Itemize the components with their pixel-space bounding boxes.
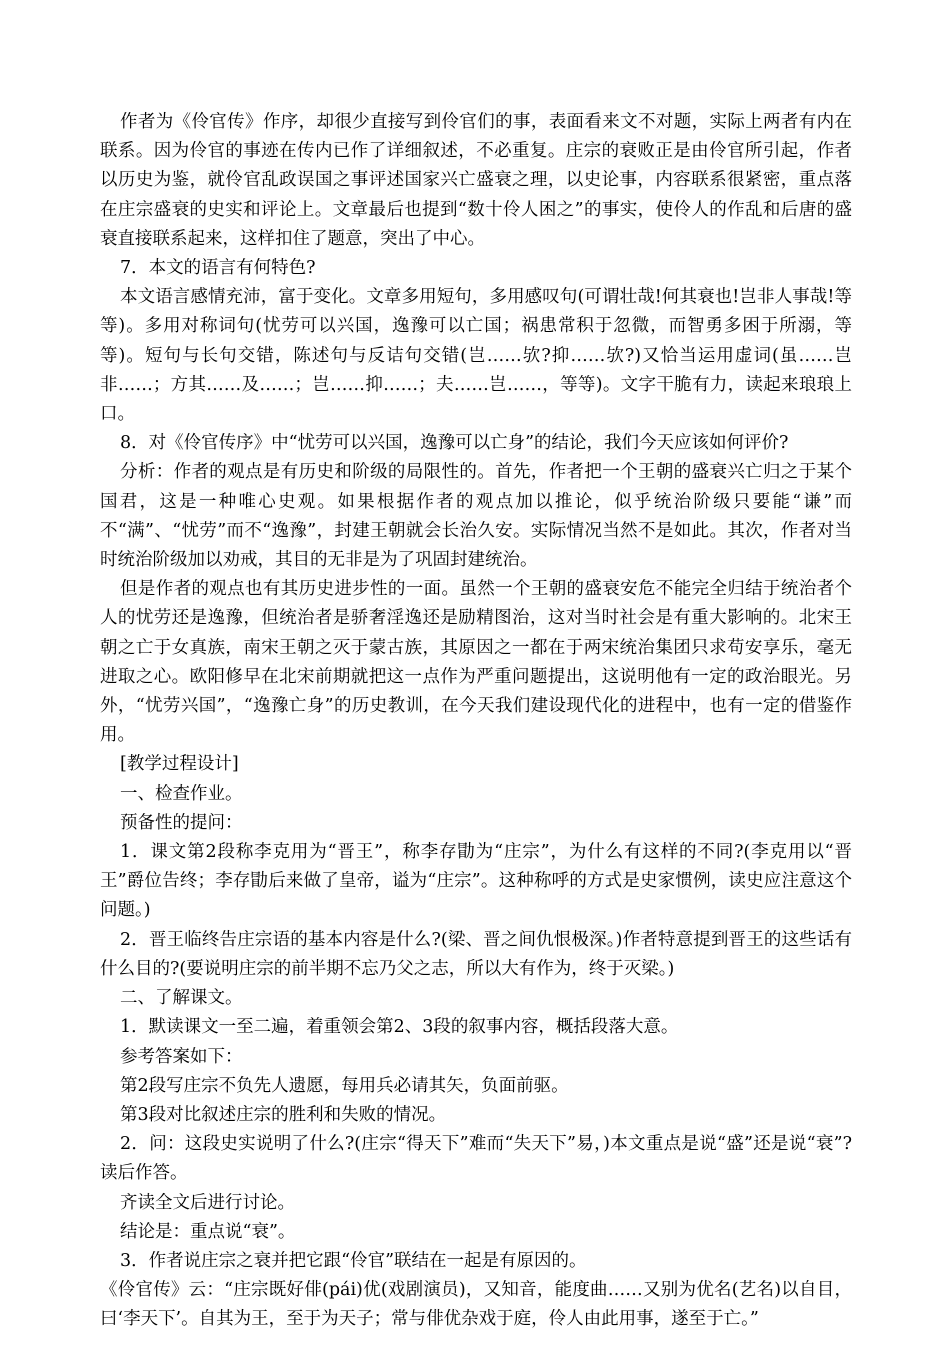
paragraph-3-summary: 第3段对比叙述庄宗的胜利和失败的情况。 [120,1104,447,1125]
task-2-question: 2．问：这段史实说明了什么?(庄宗“得天下”难而“失天下”易，)本文重点是说“盛”还是说“衰”?读后作答。 [100,1134,852,1184]
group-reading-discussion: 齐读全文后进行讨论。 [120,1192,295,1213]
step-1-check-homework: 一、检查作业。 [120,783,243,804]
paragraph-preface-analysis: 作者为《伶官传》作序，却很少直接写到伶官们的事，表面看来文不对题，实际上两者有内在联系。因为伶官的事迹在传内已作了详细叙述，不必重复。庄宗的衰败正是由伶官所引起，作者以历史为鉴，就伶官乱政误国之事评述国家兴亡盛衰之理，以史论事，内容联系很紧密，重点落在庄宗盛衰的史实和评论上。文章最后也提到“数十伶人困之”的事实，使伶人的作乱和后唐的盛衰直接联系起来，这样扣住了题意，突出了中心。 [100,112,852,249]
step-2-understand-text: 二、了解课文。 [120,988,243,1009]
quote-lingguan-zhuan: 《伶官传》云：“庄宗既好俳(pái)优(戏剧演员)，又知音，能度曲……又别为优名(艺名)以自目，曰‘李天下’。自其为王，至于为天子；常与俳优杂戏于庭，伶人由此用事，遂至于亡。” [100,1280,852,1330]
answer-7-language-features: 本文语言感情充沛，富于变化。文章多用短句，多用感叹句(可谓壮哉!何其衰也!岂非人事哉!等等)。多用对称词句(忧劳可以兴国，逸豫可以亡国；祸患常积于忽微，而智勇多困于所溺，等等)。短句与长句交错，陈述句与反诘句交错(岂……欤?抑……欤?)又恰当运用虚词(虽……岂非……；方其……及……；岂……抑……；夫……岂……，等等)。文字干脆有力，读起来琅琅上口。 [100,287,852,425]
question-8: 8．对《伶官传序》中“忧劳可以兴国，逸豫可以亡身”的结论，我们今天应该如何评价? [120,433,789,454]
preparatory-questions-label: 预备性的提问： [120,812,243,833]
prep-question-1: 1．课文第2段称李克用为“晋王”，称李存勖为“庄宗”，为什么有这样的不同?(李克用以“晋王”爵位告终；李存勖后来做了皇帝，谥为“庄宗”。这种称呼的方式是史家惯例，读史应注意这个问题。) [100,842,852,921]
paragraph-2-summary: 第2段写庄宗不负先人遗愿，每用兵必请其矢，负面前驱。 [120,1075,569,1096]
answer-8-progressive-aspect: 但是作者的观点也有其历史进步性的一面。虽然一个王朝的盛衰安危不能完全归结于统治者个人的忧劳还是逸豫，但统治者是骄奢淫逸还是励精图治，这对当时社会是有重大影响的。北宋王朝之亡于女真族，南宋王朝之灭于蒙古族，其原因之一都在于两宋统治集团只求苟安享乐，毫无进取之心。欧阳修早在北宋前期就把这一点作为严重问题提出，这说明他有一定的政治眼光。另外，“忧劳兴国”，“逸豫亡身”的历史教训，在今天我们建设现代化的进程中，也有一定的借鉴作用。 [100,579,852,746]
prep-question-2: 2．晋王临终告庄宗语的基本内容是什么?(梁、晋之间仇恨极深。)作者特意提到晋王的这些话有什么目的?(要说明庄宗的前半期不忘乃父之志，所以大有作为，终于灭梁。) [100,929,852,979]
task-3-statement: 3．作者说庄宗之衰并把它跟“伶官”联结在一起是有原因的。 [120,1250,587,1271]
task-1-silent-reading: 1．默读课文一至二遍，着重领会第2、3段的叙事内容，概括段落大意。 [120,1017,679,1038]
answer-8-analysis: 分析：作者的观点是有历史和阶级的局限性的。首先，作者把一个王朝的盛衰兴亡归之于某个国君，这是一种唯心史观。如果根据作者的观点加以推论，似乎统治阶级只要能“谦”而不“满”、“忧劳”而不“逸豫”，封建王朝就会长治久安。实际情况当然不是如此。其次，作者对当时统治阶级加以劝戒，其目的无非是为了巩固封建统治。 [100,462,852,571]
section-heading-teaching-design: [教学过程设计] [120,754,239,775]
conclusion: 结论是：重点说“衰”。 [120,1221,296,1242]
question-7: 7．本文的语言有何特色? [120,258,316,279]
document-page [100,108,852,1335]
reference-answer-label: 参考答案如下： [120,1046,243,1067]
